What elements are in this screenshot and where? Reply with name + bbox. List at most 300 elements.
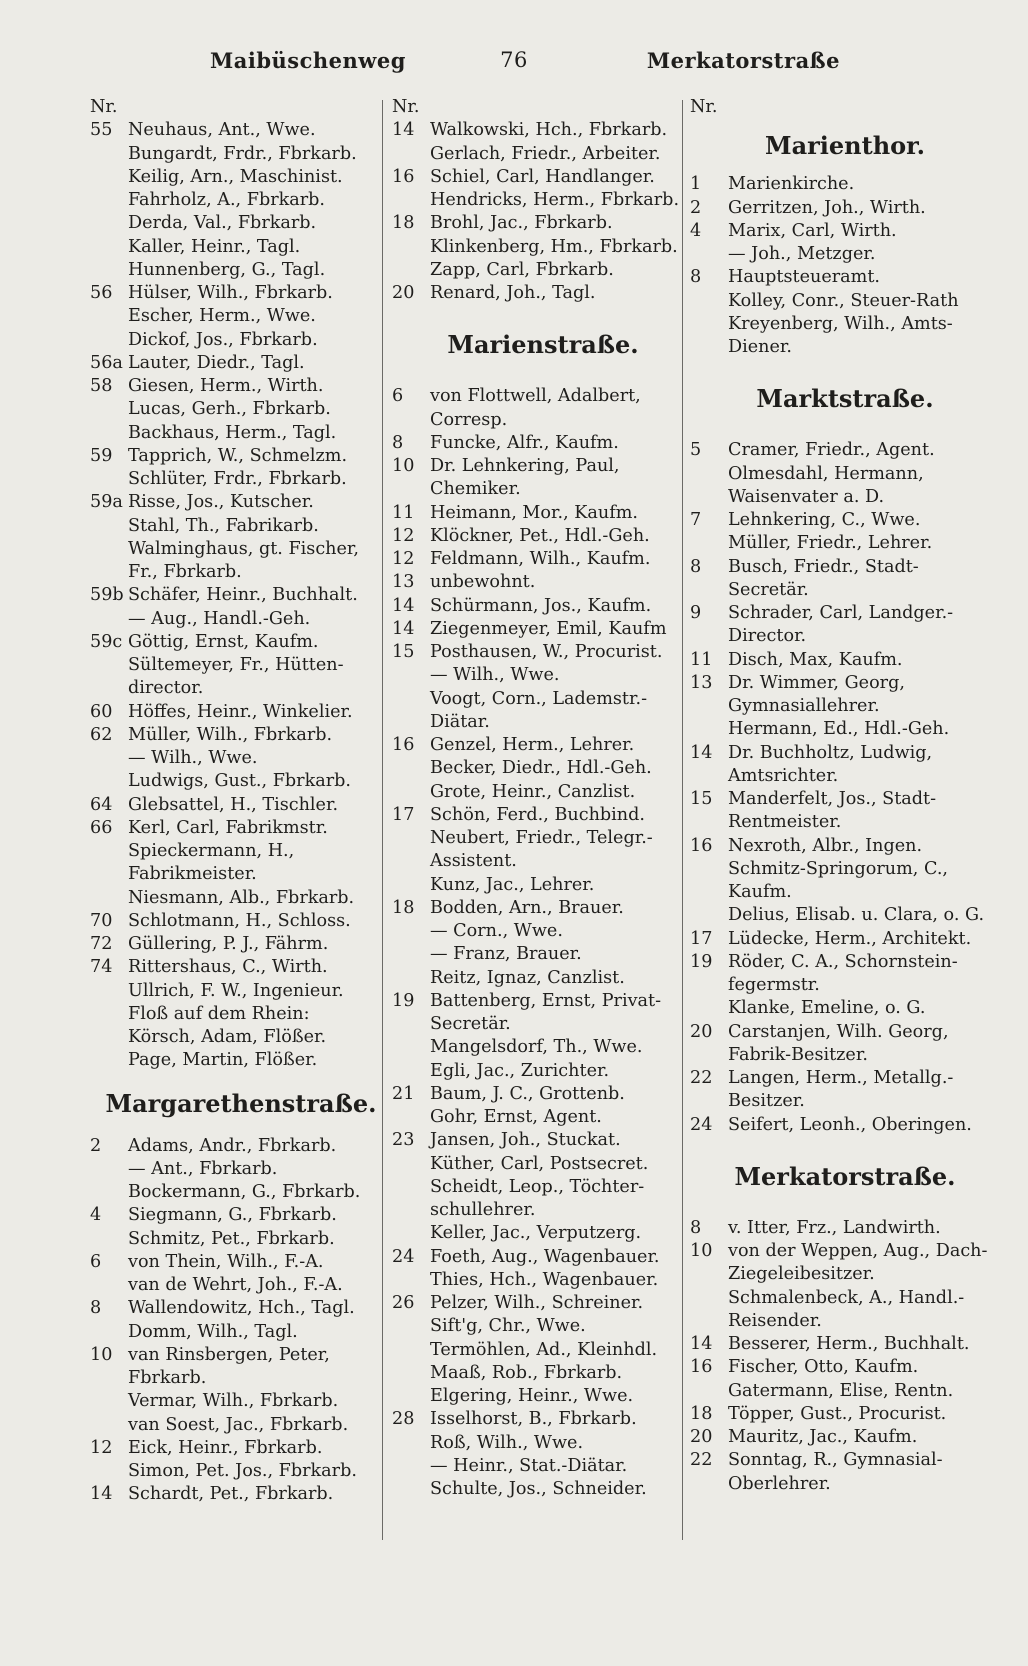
resident-line: Fischer, Otto, Kaufm. <box>728 1357 919 1378</box>
house-number: 24 <box>690 1114 713 1135</box>
resident-line: Posthausen, W., Procurist. <box>430 642 663 662</box>
directory-entry <box>392 212 684 282</box>
directory-entry <box>90 701 382 724</box>
nr-label: Nr. <box>90 97 118 117</box>
directory-entry <box>690 556 990 603</box>
resident-line: — Aug., Handl.-Geh. <box>128 608 311 629</box>
resident-line: Risse, Jos., Kutscher. <box>128 492 314 513</box>
house-number: 72 <box>90 934 113 954</box>
resident-line: Güllering, P. J., Fährm. <box>128 934 329 954</box>
column-2 <box>392 96 684 1501</box>
resident-line: Zapp, Carl, Fbrkarb. <box>430 259 614 280</box>
directory-entry <box>690 1217 990 1240</box>
resident-line: Escher, Herm., Wwe. <box>128 306 316 327</box>
resident-line: Heimann, Mor., Kaufm. <box>430 502 639 523</box>
directory-entry <box>90 1437 382 1484</box>
street-section <box>90 119 382 1072</box>
resident-line: Hendricks, Herm., Fbrkarb. <box>430 190 680 210</box>
directory-entry <box>392 166 684 213</box>
house-number: 16 <box>392 735 415 755</box>
resident-line: Sift'g, Chr., Wwe. <box>430 1316 586 1337</box>
resident-line: Dr. Buchholtz, Ludwig, Amtsrichter. <box>728 742 933 786</box>
directory-entry <box>90 1204 382 1251</box>
resident-line: Schiel, Carl, Handlanger. <box>430 166 655 187</box>
directory-entry <box>690 1114 990 1137</box>
directory-entry <box>90 584 382 631</box>
resident-line: Domm, Wilh., Tagl. <box>128 1321 298 1342</box>
resident-line: Schäfer, Heinr., Buchhalt. <box>128 585 358 606</box>
house-number: 18 <box>392 213 415 234</box>
resident-line: Fahrholz, A., Fbrkarb. <box>128 190 326 210</box>
resident-line: Walkowski, Hch., Fbrkarb. <box>430 120 668 141</box>
resident-line: Göttig, Ernst, Kaufm. <box>128 631 319 652</box>
resident-line: Marienkirche. <box>728 174 855 195</box>
resident-line: unbewohnt. <box>430 572 536 593</box>
directory-entry <box>90 352 382 375</box>
resident-line: — Joh., Metzger. <box>728 244 876 264</box>
directory-entry <box>392 1129 684 1245</box>
directory-entry <box>690 672 990 742</box>
house-number: 12 <box>392 525 415 546</box>
resident-line: Spieckermann, H., Fabrikmeister. <box>128 841 295 885</box>
resident-line: Foeth, Aug., Wagenbauer. <box>430 1246 660 1267</box>
resident-line: Ziegenmeyer, Emil, Kaufm <box>430 618 667 639</box>
directory-entry <box>690 439 990 509</box>
house-number: 28 <box>392 1409 415 1430</box>
header-right-street: Merkatorstraße <box>646 48 840 73</box>
resident-line: Carstanjen, Wilh. Georg, Fabrik-Besitzer. <box>728 1021 949 1065</box>
house-number: 59c <box>90 631 123 652</box>
house-number: 11 <box>690 649 713 670</box>
house-number: 14 <box>392 618 415 639</box>
resident-line: Gohr, Ernst, Agent. <box>430 1107 602 1127</box>
resident-line: Isselhorst, B., Fbrkarb. <box>430 1409 637 1430</box>
directory-entry <box>690 509 990 556</box>
resident-line: Grote, Heinr., Canzlist. <box>430 781 636 802</box>
house-number: 21 <box>392 1083 415 1104</box>
resident-line: van de Wehrt, Joh., F.-A. <box>128 1275 343 1295</box>
house-number: 26 <box>392 1293 415 1313</box>
directory-entry <box>392 1083 684 1130</box>
resident-line: Töpper, Gust., Procurist. <box>728 1403 947 1424</box>
house-number: 13 <box>690 672 713 693</box>
directory-entry <box>690 1021 990 1068</box>
resident-line: Glebsattel, H., Tischler. <box>128 794 339 815</box>
resident-line: Schardt, Pet., Fbrkarb. <box>128 1484 334 1505</box>
resident-line: Kerl, Carl, Fabrikmstr. <box>128 817 328 838</box>
resident-line: — Wilh., Wwe. <box>128 748 258 768</box>
directory-entry <box>392 618 684 641</box>
resident-line: Eick, Heinr., Fbrkarb. <box>128 1437 323 1458</box>
house-number: 10 <box>90 1344 113 1365</box>
house-number: 12 <box>392 549 415 569</box>
resident-line: Olmesdahl, Hermann, Waisenvater a. D. <box>728 463 924 507</box>
resident-line: von der Weppen, Aug., Dach-Ziegeleibesitzer. <box>728 1241 988 1285</box>
resident-line: Backhaus, Herm., Tagl. <box>128 422 337 443</box>
resident-line: Höffes, Heinr., Winkelier. <box>128 701 353 722</box>
directory-entry <box>90 794 382 817</box>
resident-line: Küther, Carl, Postsecret. <box>430 1153 649 1174</box>
resident-line: Manderfelt, Jos., Stadt-Rentmeister. <box>728 789 937 833</box>
resident-line: Giesen, Herm., Wirth. <box>128 376 324 396</box>
resident-line: Stahl, Th., Fabrikarb. <box>128 515 319 536</box>
directory-entry <box>392 1408 684 1501</box>
house-number: 16 <box>690 835 713 856</box>
directory-entry <box>690 602 990 649</box>
house-number: 17 <box>392 804 415 825</box>
house-number: 14 <box>392 595 415 616</box>
directory-entry <box>392 990 684 1083</box>
street-section <box>90 1073 382 1507</box>
page-header <box>0 48 1028 78</box>
directory-entry <box>90 1483 382 1506</box>
street-section <box>690 119 990 359</box>
directory-entry <box>690 197 990 220</box>
directory-entry <box>392 525 684 548</box>
nr-label: Nr. <box>690 97 718 117</box>
resident-line: Bungardt, Frdr., Fbrkarb. <box>128 143 357 164</box>
directory-entry <box>90 491 382 584</box>
resident-line: Pelzer, Wilh., Schreiner. <box>430 1293 644 1313</box>
resident-line: Vermar, Wilh., Fbrkarb. <box>128 1391 339 1412</box>
resident-line: Voogt, Corn., Lademstr.-Diätar. <box>430 688 648 732</box>
house-number: 12 <box>90 1437 113 1458</box>
resident-line: Röder, C. A., Schornstein-fegermstr. <box>728 951 958 995</box>
directory-entry <box>392 897 684 990</box>
resident-line: van Rinsbergen, Peter, Fbrkarb. <box>128 1344 330 1388</box>
directory-entry <box>690 1333 990 1356</box>
resident-line: von Thein, Wilh., F.-A. <box>128 1251 324 1272</box>
directory-entry <box>392 734 684 804</box>
directory-entry <box>392 1246 684 1293</box>
directory-entry <box>90 956 382 1003</box>
resident-line: Seifert, Leonh., Oberingen. <box>728 1114 972 1135</box>
resident-line: Becker, Diedr., Hdl.-Geh. <box>430 758 652 779</box>
resident-line: Busch, Friedr., Stadt-Secretär. <box>728 556 919 600</box>
resident-line: Müller, Wilh., Fbrkarb. <box>128 724 333 745</box>
house-number: 2 <box>690 197 702 218</box>
directory-entry <box>690 788 990 835</box>
house-number: 14 <box>90 1484 113 1505</box>
resident-line: Adams, Andr., Fbrkarb. <box>128 1135 337 1156</box>
resident-line: Sültemeyer, Fr., Hütten-director. <box>128 655 344 699</box>
resident-line: Simon, Pet. Jos., Fbrkarb. <box>128 1461 357 1481</box>
resident-line: Termöhlen, Ad., Kleinhdl. <box>430 1339 658 1360</box>
directory-entry <box>690 266 990 359</box>
street-section <box>690 1137 990 1496</box>
directory-entry <box>90 119 382 282</box>
resident-line: Floß auf dem Rhein: Körsch, Adam, Flößer. <box>128 1003 327 1047</box>
house-number: 20 <box>690 1427 713 1447</box>
resident-line: Derda, Val., Fbrkarb. <box>128 213 317 234</box>
resident-line: Kolley, Conr., Steuer-Rath <box>728 290 959 311</box>
house-number: 16 <box>392 166 415 187</box>
header-left-street: Maibüschenweg <box>210 48 406 73</box>
directory-entry <box>90 1297 382 1344</box>
directory-entry <box>690 1356 990 1403</box>
resident-line: Elgering, Heinr., Wwe. <box>430 1386 634 1406</box>
resident-line: Schmalenbeck, A., Handl.-Reisender. <box>728 1287 965 1331</box>
resident-line: Funcke, Alfr., Kaufm. <box>430 432 619 453</box>
house-number: 22 <box>690 1450 713 1471</box>
directory-entry <box>90 724 382 794</box>
resident-line: Neuhaus, Ant., Wwe. <box>128 120 316 141</box>
resident-line: — Corn., Wwe. <box>430 921 563 941</box>
directory-entry <box>392 432 684 455</box>
house-number: 4 <box>690 220 702 241</box>
house-number: 15 <box>392 642 415 662</box>
house-number: 59 <box>90 445 113 466</box>
house-number: 58 <box>90 376 113 396</box>
directory-entry <box>392 119 684 166</box>
resident-line: Schulte, Jos., Schneider. <box>430 1479 647 1499</box>
resident-line: Dr. Wimmer, Georg, Gymnasiallehrer. <box>728 672 905 716</box>
resident-line: Müller, Friedr., Lehrer. <box>728 533 933 554</box>
directory-entry <box>690 220 990 267</box>
house-number: 14 <box>690 1334 713 1354</box>
resident-line: Lüdecke, Herm., Architekt. <box>728 928 972 949</box>
house-number: 4 <box>90 1205 102 1226</box>
resident-line: Rittershaus, C., Wirth. <box>128 957 328 978</box>
resident-line: Maaß, Rob., Fbrkarb. <box>430 1362 623 1383</box>
resident-line: Hunnenberg, G., Tagl. <box>128 259 326 280</box>
column-divider <box>382 100 383 1540</box>
directory-entry <box>392 571 684 594</box>
street-heading: Marienthor. <box>765 131 925 161</box>
house-number: 70 <box>90 910 113 931</box>
directory-entry <box>690 928 990 951</box>
house-number: 74 <box>90 957 113 978</box>
house-number: 6 <box>90 1251 102 1272</box>
directory-entry <box>392 1292 684 1408</box>
house-number: 6 <box>392 386 404 407</box>
resident-line: von Flottwell, Adalbert, Corresp. <box>430 386 641 430</box>
resident-line: Dr. Lehnkering, Paul, Chemiker. <box>430 456 620 500</box>
directory-entry <box>90 1003 382 1073</box>
resident-line: van Soest, Jac., Fbrkarb. <box>128 1414 349 1435</box>
house-number: 5 <box>690 440 702 461</box>
house-number: 10 <box>690 1241 713 1261</box>
resident-line: Feldmann, Wilh., Kaufm. <box>430 549 651 569</box>
street-heading: Merkatorstraße. <box>734 1161 956 1191</box>
resident-line: — Wilh., Wwe. <box>430 665 560 686</box>
resident-line: — Ant., Fbrkarb. <box>128 1158 278 1179</box>
resident-line: Schlüter, Frdr., Fbrkarb. <box>128 469 347 489</box>
column-1 <box>90 96 382 1507</box>
house-number: 8 <box>690 267 702 288</box>
directory-entry <box>392 385 684 432</box>
directory-entry <box>392 595 684 618</box>
house-number: 55 <box>90 120 113 141</box>
resident-line: Thies, Hch., Wagenbauer. <box>430 1269 659 1290</box>
resident-line: Lehnkering, C., Wwe. <box>728 510 921 530</box>
house-number: 11 <box>392 502 415 523</box>
house-number: 59a <box>90 492 123 513</box>
directory-entry <box>690 1403 990 1426</box>
resident-line: Renard, Joh., Tagl. <box>430 283 596 303</box>
street-section <box>392 119 684 305</box>
directory-entry <box>392 502 684 525</box>
house-number: 19 <box>392 990 415 1011</box>
street-heading: Marienstraße. <box>447 330 639 360</box>
house-number: 20 <box>690 1021 713 1042</box>
resident-line: Mauritz, Jac., Kaufm. <box>728 1427 918 1447</box>
resident-line: Jansen, Joh., Stuckat. <box>430 1130 621 1151</box>
directory-entry <box>90 1344 382 1437</box>
page-number: 76 <box>500 48 528 72</box>
resident-line: Ullrich, F. W., Ingenieur. <box>128 980 344 1001</box>
house-number: 14 <box>690 742 713 763</box>
directory-entry <box>392 455 684 502</box>
resident-line: Genzel, Herm., Lehrer. <box>430 735 635 755</box>
house-number: 22 <box>690 1068 713 1088</box>
directory-entry <box>90 817 382 910</box>
house-number: 60 <box>90 701 113 722</box>
resident-line: Gerritzen, Joh., Wirth. <box>728 197 926 218</box>
resident-line: Bockermann, G., Fbrkarb. <box>128 1182 361 1202</box>
resident-line: Page, Martin, Flößer. <box>128 1050 318 1071</box>
house-number: 23 <box>392 1130 415 1151</box>
resident-line: Keller, Jac., Verputzerg. <box>430 1223 642 1244</box>
resident-line: Hauptsteueramt. <box>728 267 880 288</box>
house-number: 8 <box>690 556 702 577</box>
house-number: 16 <box>690 1357 713 1378</box>
resident-line: Battenberg, Ernst, Privat-Secretär. <box>430 990 662 1034</box>
resident-line: Keilig, Arn., Maschinist. <box>128 166 343 187</box>
resident-line: Niesmann, Alb., Fbrkarb. <box>128 887 355 908</box>
resident-line: Nexroth, Albr., Ingen. <box>728 835 923 856</box>
resident-line: Schmitz-Springorum, C., Kaufm. <box>728 858 948 902</box>
resident-line: Klöckner, Pet., Hdl.-Geh. <box>430 525 650 546</box>
resident-line: Wallendowitz, Hch., Tagl. <box>128 1298 355 1319</box>
resident-line: Marix, Carl, Wirth. <box>728 220 897 241</box>
house-number: 2 <box>90 1135 102 1156</box>
resident-line: Hülser, Wilh., Fbrkarb. <box>128 283 333 303</box>
resident-line: Siegmann, G., Fbrkarb. <box>128 1205 337 1226</box>
resident-line: Baum, J. C., Grottenb. <box>430 1083 625 1104</box>
street-section <box>392 305 684 1501</box>
directory-entry <box>90 631 382 701</box>
directory-entry <box>392 282 684 305</box>
directory-entry <box>690 1240 990 1333</box>
resident-line: Klanke, Emeline, o. G. <box>728 998 926 1019</box>
resident-line: Gerlach, Friedr., Arbeiter. <box>430 143 661 164</box>
resident-line: Kreyenberg, Wilh., Amts-Diener. <box>728 313 953 357</box>
house-number: 10 <box>392 456 415 476</box>
directory-entry <box>392 548 684 571</box>
directory-entry <box>90 933 382 956</box>
resident-line: Delius, Elisab. u. Clara, o. G. <box>728 905 985 926</box>
house-number: 56 <box>90 283 113 303</box>
resident-line: Kaller, Heinr., Tagl. <box>128 236 301 257</box>
resident-line: Egli, Jac., Zurichter. <box>430 1060 610 1081</box>
house-number: 13 <box>392 572 415 593</box>
resident-line: Langen, Herm., Metallg.-Besitzer. <box>728 1068 954 1112</box>
house-number: 17 <box>690 928 713 949</box>
resident-line: Cramer, Friedr., Agent. <box>728 440 935 461</box>
house-number: 15 <box>690 789 713 809</box>
house-number: 66 <box>90 817 113 838</box>
resident-line: Ludwigs, Gust., Fbrkarb. <box>128 771 351 792</box>
resident-line: Reitz, Ignaz, Canzlist. <box>430 967 625 988</box>
resident-line: Hermann, Ed., Hdl.-Geh. <box>728 719 950 740</box>
resident-line: Schürmann, Jos., Kaufm. <box>430 595 652 616</box>
resident-line: Scheidt, Leop., Töchter-schullehrer. <box>430 1176 645 1220</box>
directory-entry <box>690 649 990 672</box>
resident-line: Gatermann, Elise, Rentn. <box>728 1380 954 1401</box>
resident-line: Lauter, Diedr., Tagl. <box>128 352 305 373</box>
house-number: 1 <box>690 174 702 195</box>
directory-entry <box>690 1426 990 1449</box>
column-3 <box>690 96 990 1496</box>
directory-entry <box>90 282 382 352</box>
resident-line: Dickof, Jos., Fbrkarb. <box>128 329 318 350</box>
resident-line: Kunz, Jac., Lehrer. <box>430 874 595 895</box>
resident-line: Neubert, Friedr., Telegr.-Assistent. <box>430 828 653 872</box>
house-number: 56a <box>90 352 123 373</box>
resident-line: Schön, Ferd., Buchbind. <box>430 804 645 825</box>
resident-line: Sonntag, R., Gymnasial-Oberlehrer. <box>728 1450 943 1494</box>
house-number: 20 <box>392 283 415 303</box>
directory-entry <box>690 1449 990 1496</box>
resident-line: Schrader, Carl, Landger.-Director. <box>728 603 954 647</box>
resident-line: Walminghaus, gt. Fischer, Fr., Fbrkarb. <box>128 538 359 582</box>
directory-entry <box>90 445 382 492</box>
resident-line: Lucas, Gerh., Fbrkarb. <box>128 399 331 420</box>
house-number: 8 <box>392 432 404 453</box>
resident-line: v. Itter, Frz., Landwirth. <box>728 1217 941 1238</box>
street-heading: Marktstraße. <box>756 384 934 414</box>
resident-line: Schlotmann, H., Schloss. <box>128 910 351 931</box>
house-number: 64 <box>90 794 113 815</box>
house-number: 18 <box>690 1403 713 1424</box>
directory-entry <box>690 835 990 928</box>
resident-line: Brohl, Jac., Fbrkarb. <box>430 213 613 234</box>
nr-label: Nr. <box>392 97 420 117</box>
house-number: 24 <box>392 1246 415 1267</box>
resident-line: Mangelsdorf, Th., Wwe. <box>430 1037 643 1058</box>
house-number: 7 <box>690 510 702 530</box>
resident-line: Bodden, Arn., Brauer. <box>430 897 624 918</box>
directory-entry <box>90 1251 382 1298</box>
resident-line: — Heinr., Stat.-Diätar. <box>430 1455 628 1476</box>
directory-entry <box>90 375 382 445</box>
directory-entry <box>392 641 684 734</box>
house-number: 14 <box>392 120 415 141</box>
directory-entry <box>90 1135 382 1205</box>
house-number: 18 <box>392 897 415 918</box>
house-number: 8 <box>90 1298 102 1319</box>
street-heading: Margarethenstraße. <box>105 1088 377 1118</box>
resident-line: Schmitz, Pet., Fbrkarb. <box>128 1228 335 1249</box>
street-section <box>690 359 990 1137</box>
house-number: 19 <box>690 951 713 972</box>
directory-entry <box>690 951 990 1021</box>
resident-line: Tapprich, W., Schmelzm. <box>128 445 348 466</box>
directory-entry <box>90 910 382 933</box>
directory-entry <box>392 804 684 897</box>
directory-entry <box>690 1067 990 1114</box>
resident-line: — Franz, Brauer. <box>430 944 582 965</box>
house-number: 59b <box>90 585 124 606</box>
resident-line: Disch, Max, Kaufm. <box>728 649 903 670</box>
resident-line: Roß, Wilh., Wwe. <box>430 1432 584 1453</box>
resident-line: Klinkenberg, Hm., Fbrkarb. <box>430 236 678 257</box>
house-number: 9 <box>690 603 702 623</box>
directory-entry <box>690 742 990 789</box>
house-number: 8 <box>690 1217 702 1238</box>
resident-line: Besserer, Herm., Buchhalt. <box>728 1334 970 1354</box>
